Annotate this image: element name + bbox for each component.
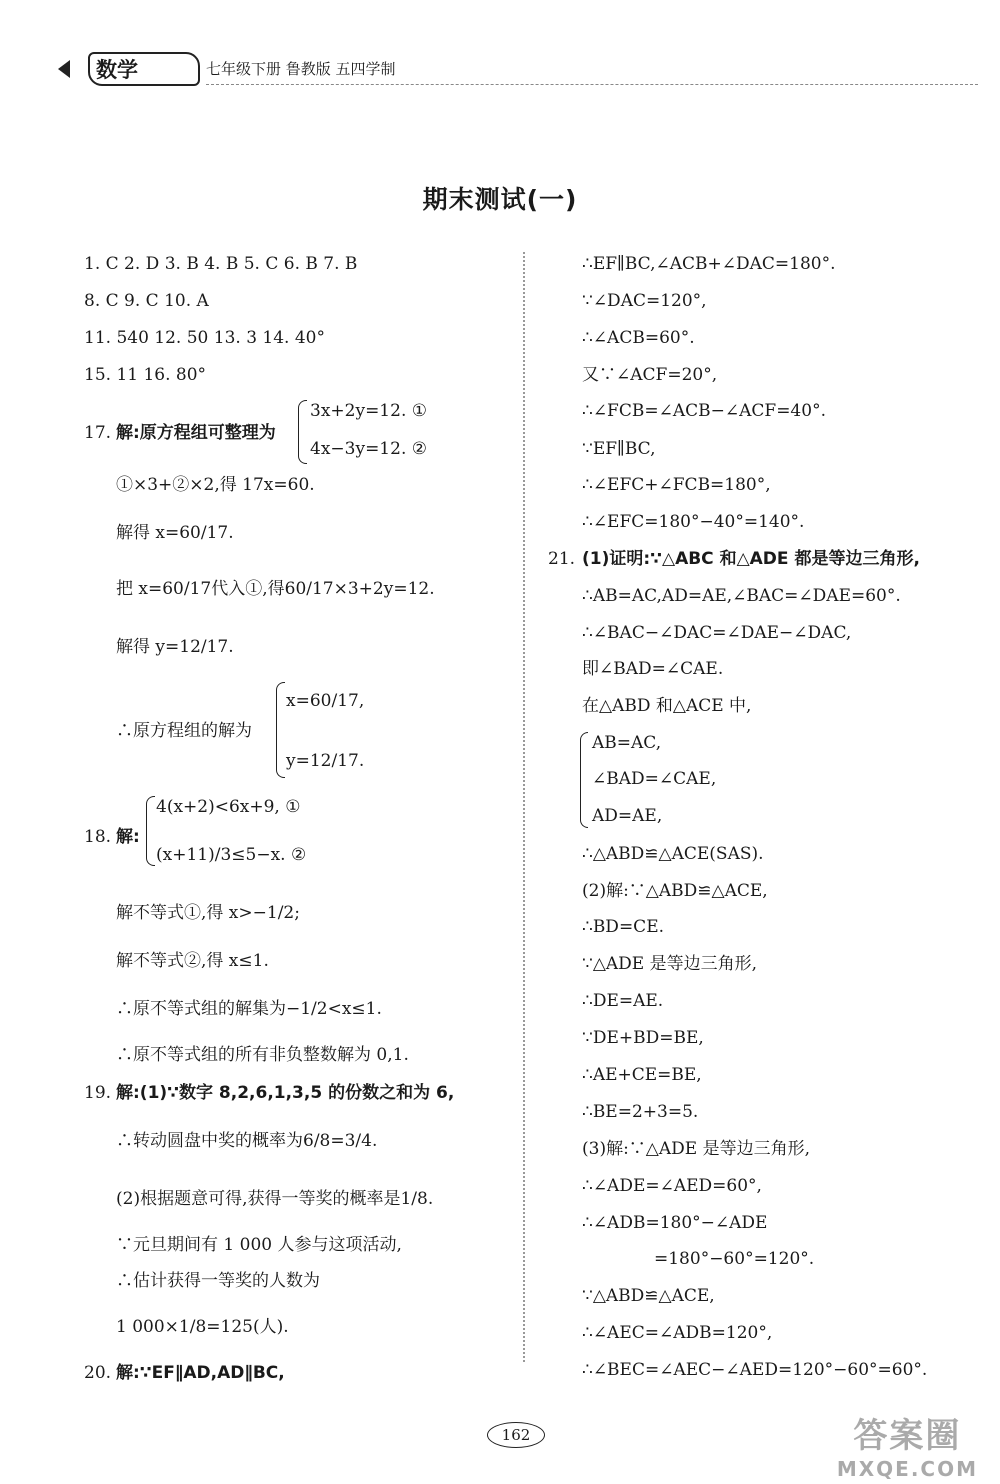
solution-line: 解:原方程组可整理为	[116, 423, 276, 443]
solution-line: 解:∵EF∥AD,AD∥BC,	[116, 1363, 285, 1383]
book-meta: 七年级下册 鲁教版 五四学制	[206, 60, 396, 78]
page-number: 162	[487, 1422, 545, 1448]
solution-label: 解:	[116, 827, 140, 847]
proof-line: ∴DE=AE.	[582, 991, 664, 1011]
solution-line: ∴原不等式组的所有非负整数解为 0,1.	[116, 1045, 409, 1065]
solution-line: 1 000×1/8=125(人).	[116, 1317, 289, 1337]
solution-line: ∴原不等式组的解集为−1/2<x≤1.	[116, 999, 382, 1019]
proof-line: ∵∠DAC=120°,	[582, 291, 707, 311]
answer-line: 8. C 9. C 10. A	[84, 291, 209, 311]
answer-line: 15. 11 16. 80°	[84, 365, 207, 385]
proof-line: (3)解:∵△ADE 是等边三角形,	[582, 1139, 811, 1159]
proof-line: ∴∠EFC=180°−40°=140°.	[582, 512, 805, 532]
proof-line: ∴∠AEC=∠ADB=120°,	[582, 1323, 773, 1343]
header-rule	[206, 84, 978, 85]
proof-line: ∴∠EFC+∠FCB=180°,	[582, 475, 771, 495]
subject-badge: 数学	[88, 52, 200, 86]
solution-line: ∴估计获得一等奖的人数为	[116, 1271, 320, 1291]
proof-line: ∴AE+CE=BE,	[582, 1065, 702, 1085]
solution-line: ∵元旦期间有 1 000 人参与这项活动,	[116, 1235, 402, 1255]
answer-line: 1. C 2. D 3. B 4. B 5. C 6. B 7. B	[84, 254, 358, 274]
proof-line: (1)证明:∵△ABC 和△ADE 都是等边三角形,	[582, 549, 920, 569]
solution-line: 解得 x=60/17.	[116, 523, 234, 543]
system-brace	[146, 796, 155, 866]
solution-line: 解:(1)∵数字 8,2,6,1,3,5 的份数之和为 6,	[116, 1083, 455, 1103]
watermark-logo	[837, 1408, 978, 1481]
solution-line: 解不等式②,得 x≤1.	[116, 951, 269, 971]
proof-line: ∴BE=2+3=5.	[582, 1102, 699, 1122]
solution-line: 把 x=60/17代入①,得60/17×3+2y=12.	[116, 579, 435, 599]
inequality-line: (x+11)/3≤5−x. ②	[156, 845, 307, 865]
watermark-text: 答案圈	[853, 1416, 962, 1456]
column-divider	[523, 252, 525, 1362]
question-number: 20.	[84, 1363, 112, 1383]
proof-line: ∴∠BAC−∠DAC=∠DAE−∠DAC,	[582, 623, 852, 643]
proof-line: (2)解:∵△ABD≌△ACE,	[582, 881, 768, 901]
equation-line: 4x−3y=12. ②	[310, 439, 427, 459]
solution-line: (2)根据题意可得,获得一等奖的概率是1/8.	[116, 1189, 434, 1209]
page-header	[58, 52, 978, 88]
page-arrow-icon	[58, 60, 70, 78]
proof-line: AB=AC,	[592, 733, 662, 753]
question-number: 18.	[84, 827, 112, 847]
watermark-url: MXQE.COM	[836, 1457, 978, 1481]
proof-line: AD=AE,	[592, 806, 663, 826]
proof-line: ∴EF∥BC,∠ACB+∠DAC=180°.	[582, 254, 836, 274]
system-brace	[276, 682, 285, 778]
proof-line: 在△ABD 和△ACE 中,	[582, 696, 752, 716]
equation-line: y=12/17.	[286, 751, 365, 771]
proof-line: 即∠BAD=∠CAE.	[582, 659, 724, 679]
solution-line: ∴原方程组的解为	[116, 721, 252, 741]
question-number: 17.	[84, 423, 112, 443]
proof-line: ∵△ADE 是等边三角形,	[582, 954, 758, 974]
proof-line: ∴BD=CE.	[582, 917, 665, 937]
solution-line: ∴转动圆盘中奖的概率为6/8=3/4.	[116, 1131, 378, 1151]
proof-line: ∴∠ADE=∠AED=60°,	[582, 1176, 762, 1196]
proof-line: 又∵∠ACF=20°,	[582, 365, 718, 385]
proof-line: ∴∠FCB=∠ACB−∠ACF=40°.	[582, 401, 826, 421]
proof-line: =180°−60°=120°.	[654, 1249, 815, 1269]
proof-line: ∵EF∥BC,	[582, 439, 656, 459]
proof-line: ∴AB=AC,AD=AE,∠BAC=∠DAE=60°.	[582, 586, 901, 606]
proof-line: ∴∠ACB=60°.	[582, 328, 695, 348]
equation-line: x=60/17,	[286, 691, 365, 711]
proof-line: ∵△ABD≌△ACE,	[582, 1286, 715, 1306]
inequality-line: 4(x+2)<6x+9, ①	[156, 797, 301, 817]
equation-line: 3x+2y=12. ①	[310, 401, 427, 421]
page-title: 期末测试(一)	[422, 185, 578, 214]
proof-line: ∴∠ADB=180°−∠ADE	[582, 1213, 768, 1233]
solution-line: ①×3+②×2,得 17x=60.	[116, 475, 315, 495]
question-number: 19.	[84, 1083, 112, 1103]
proof-line: ∵DE+BD=BE,	[582, 1028, 704, 1048]
question-number: 21.	[548, 549, 576, 569]
answer-line: 11. 540 12. 50 13. 3 14. 40°	[84, 328, 325, 348]
proof-line: ∴△ABD≌△ACE(SAS).	[582, 844, 764, 864]
solution-line: 解得 y=12/17.	[116, 637, 234, 657]
proof-line: ∴∠BEC=∠AEC−∠AED=120°−60°=60°.	[582, 1360, 928, 1380]
proof-line: ∠BAD=∠CAE,	[592, 769, 717, 789]
system-brace	[298, 400, 307, 464]
solution-line: 解不等式①,得 x>−1/2;	[116, 903, 300, 923]
system-brace	[580, 732, 588, 828]
